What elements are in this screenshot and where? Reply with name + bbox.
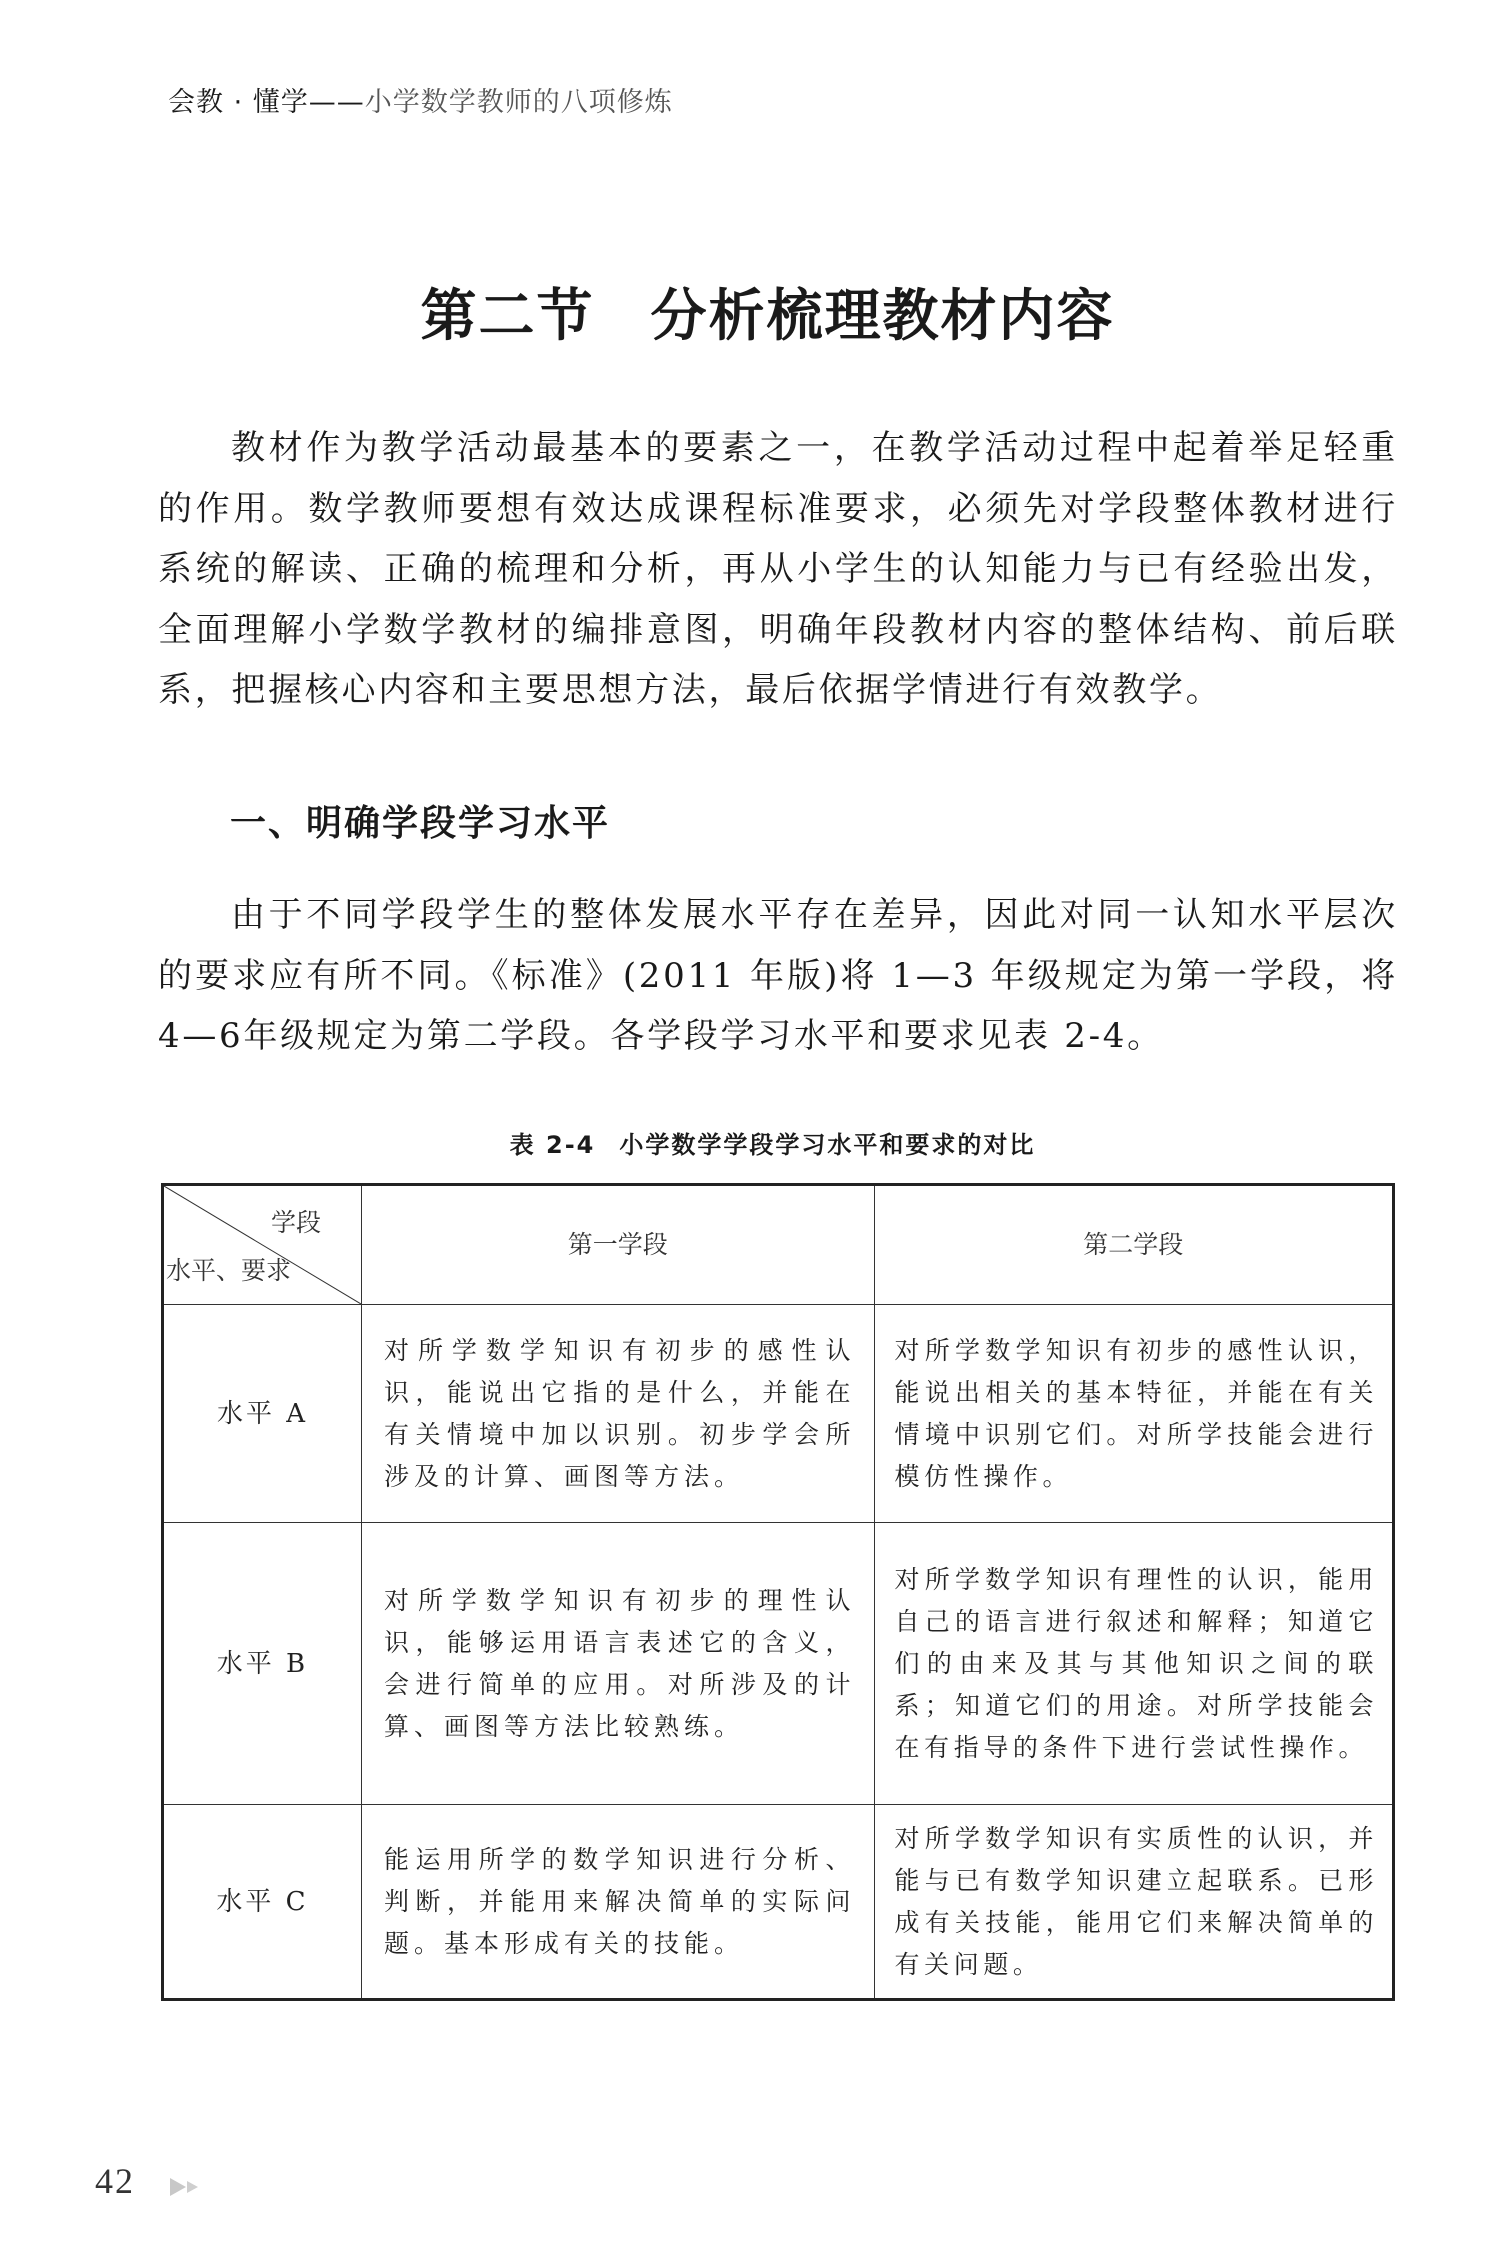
page-number: 42 [95, 2161, 135, 2201]
stage-2-requirement: 对所学数学知识有初步的感性认识，能说出相关的基本特征，并能在有关情境中识别它们。对所学技能会进行模仿性操作。 [894, 1335, 1378, 1491]
levels-paragraph [158, 885, 1398, 1067]
row-level-label: 水平 B [163, 1523, 362, 1805]
table-header-row [163, 1185, 1394, 1305]
table-caption-title: 小学数学学段学习水平和要求的对比 [619, 1131, 1036, 1159]
stage-2-requirement: 对所学数学知识有实质性的认识，并能与已有数学知识建立起联系。已形成有关技能，能用它们来解决简单的有关问题。 [894, 1823, 1378, 1979]
running-head-book-title: 会教 · 懂学—— [168, 87, 365, 118]
corner-top-label: 学段 [270, 1208, 321, 1237]
stage-2-requirement: 对所学数学知识有理性的认识，能用自己的语言进行叙述和解释；知道它们的由来及其与其他知识之间的联系；知道它们的用途。对所学技能会在有指导的条件下进行尝试性操作。 [894, 1564, 1378, 1762]
column-header-stage-2: 第二学段 [874, 1185, 1393, 1305]
corner-bottom-label: 水平、要求 [166, 1256, 292, 1285]
levels-table [161, 1183, 1395, 2001]
table-row [163, 1523, 1394, 1805]
levels-paragraph-text: 由于不同学段学生的整体发展水平存在差异，因此对同一认知水平层次的要求应有所不同。《标准》(2011 年版)将 1—3 年级规定为第一学段，将4—6年级规定为第二学段。各学段学习水平和要求见表 2-4。 [158, 895, 1398, 1056]
column-header-stage-1: 第一学段 [361, 1185, 874, 1305]
running-head-subtitle: 小学数学教师的八项修炼 [364, 87, 673, 118]
section-title-text: 分析梳理教材内容 [650, 283, 1115, 349]
subheading: 一、明确学段学习水平 [230, 803, 611, 844]
running-head [168, 80, 673, 119]
section-number: 第二节 [420, 283, 595, 349]
table-corner-cell [163, 1185, 362, 1305]
stage-1-requirement: 对所学数学知识有初步的理性认识，能够运用语言表述它的含义，会进行简单的应用。对所涉及的计算、画图等方法比较熟练。 [383, 1585, 856, 1741]
stage-1-requirement: 能运用所学的数学知识进行分析、判断，并能用来解决简单的实际问题。基本形成有关的技能。 [383, 1844, 856, 1958]
row-level-label: 水平 A [163, 1305, 362, 1523]
intro-paragraph-text: 教材作为教学活动最基本的要素之一，在教学活动过程中起着举足轻重的作用。数学教师要想有效达成课程标准要求，必须先对学段整体教材进行系统的解读、正确的梳理和分析，再从小学生的认知能力与已有经验出发，全面理解小学数学教材的编排意图，明确年段教材内容的整体结构、前后联系，把握核心内容和主要思想方法，最后依据学情进行有效教学。 [158, 428, 1398, 710]
section-title [0, 272, 1500, 352]
table-row [163, 1305, 1394, 1523]
table-caption [0, 1125, 1500, 1160]
double-right-arrow-icon [168, 2176, 204, 2198]
row-level-label: 水平 C [163, 1805, 362, 2000]
stage-1-requirement: 对所学数学知识有初步的感性认识，能说出它指的是什么，并能在有关情境中加以识别。初步学会所涉及的计算、画图等方法。 [383, 1335, 856, 1491]
table-row [163, 1805, 1394, 2000]
table-caption-number: 表 2-4 [509, 1131, 596, 1159]
intro-paragraph [158, 418, 1398, 721]
